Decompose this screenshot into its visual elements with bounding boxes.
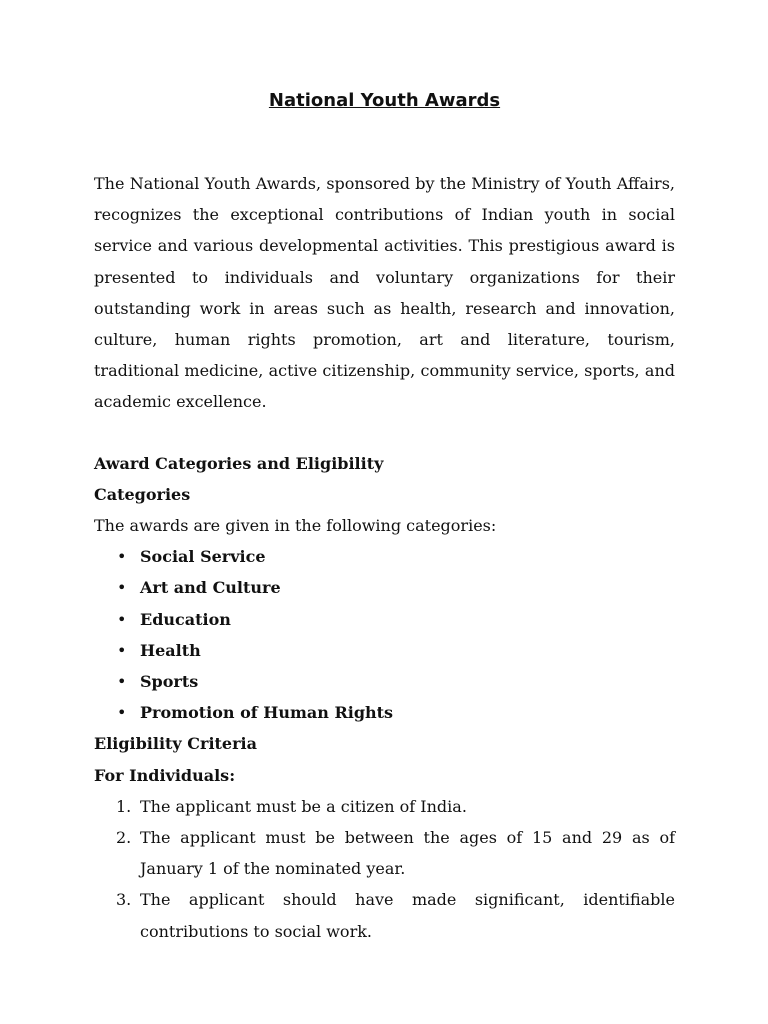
bullet-icon: • [117, 672, 127, 692]
eligibility-heading: Eligibility Criteria [94, 734, 257, 754]
list-number: 3. [116, 890, 132, 910]
list-number: 1. [116, 796, 132, 816]
list-number: 2. [116, 828, 132, 848]
categories-intro: The awards are given in the following categories: [94, 516, 497, 536]
bullet-icon: • [117, 640, 127, 660]
criterion-text: The applicant should have made significant, identifiable contributions to social work. [140, 890, 675, 941]
category-label: Sports [140, 672, 199, 692]
list-item [94, 822, 675, 884]
list-item [94, 697, 675, 728]
page-title: National Youth Awards [268, 90, 501, 111]
section-heading: Award Categories and Eligibility [94, 453, 384, 473]
bullet-icon: • [117, 578, 127, 598]
document-page [94, 88, 675, 947]
list-item [94, 541, 675, 572]
category-label: Health [140, 640, 201, 660]
list-item [94, 884, 675, 946]
bullet-icon: • [117, 609, 127, 629]
list-item [94, 572, 675, 603]
individuals-heading: For Individuals: [94, 765, 236, 785]
criterion-text: The applicant must be a citizen of India. [140, 796, 467, 816]
category-label: Social Service [140, 547, 266, 567]
category-label: Education [140, 609, 231, 629]
bullet-icon: • [117, 703, 127, 723]
intro-paragraph: The National Youth Awards, sponsored by the Ministry of Youth Affairs, recognizes the exceptional contributions of Indian youth in social service and various developmental activities. This prestigious award is presented to individuals and voluntary organizations for their outstanding work in areas such as health, research and innovation, culture, human rights promotion, art and literature, tourism, traditional medicine, active citizenship, community service, sports, and academic excellence. [94, 174, 675, 412]
list-item [94, 791, 675, 822]
category-label: Art and Culture [140, 578, 281, 598]
bullet-icon: • [117, 547, 127, 567]
criteria-list [94, 791, 675, 947]
category-label: Promotion of Human Rights [140, 703, 394, 723]
list-item [94, 666, 675, 697]
list-item [94, 635, 675, 666]
categories-list [94, 541, 675, 728]
awards-section [94, 448, 675, 947]
categories-heading: Categories [94, 484, 191, 504]
criterion-text: The applicant must be between the ages of 15 and 29 as of January 1 of the nominated year. [140, 828, 675, 879]
list-item [94, 604, 675, 635]
